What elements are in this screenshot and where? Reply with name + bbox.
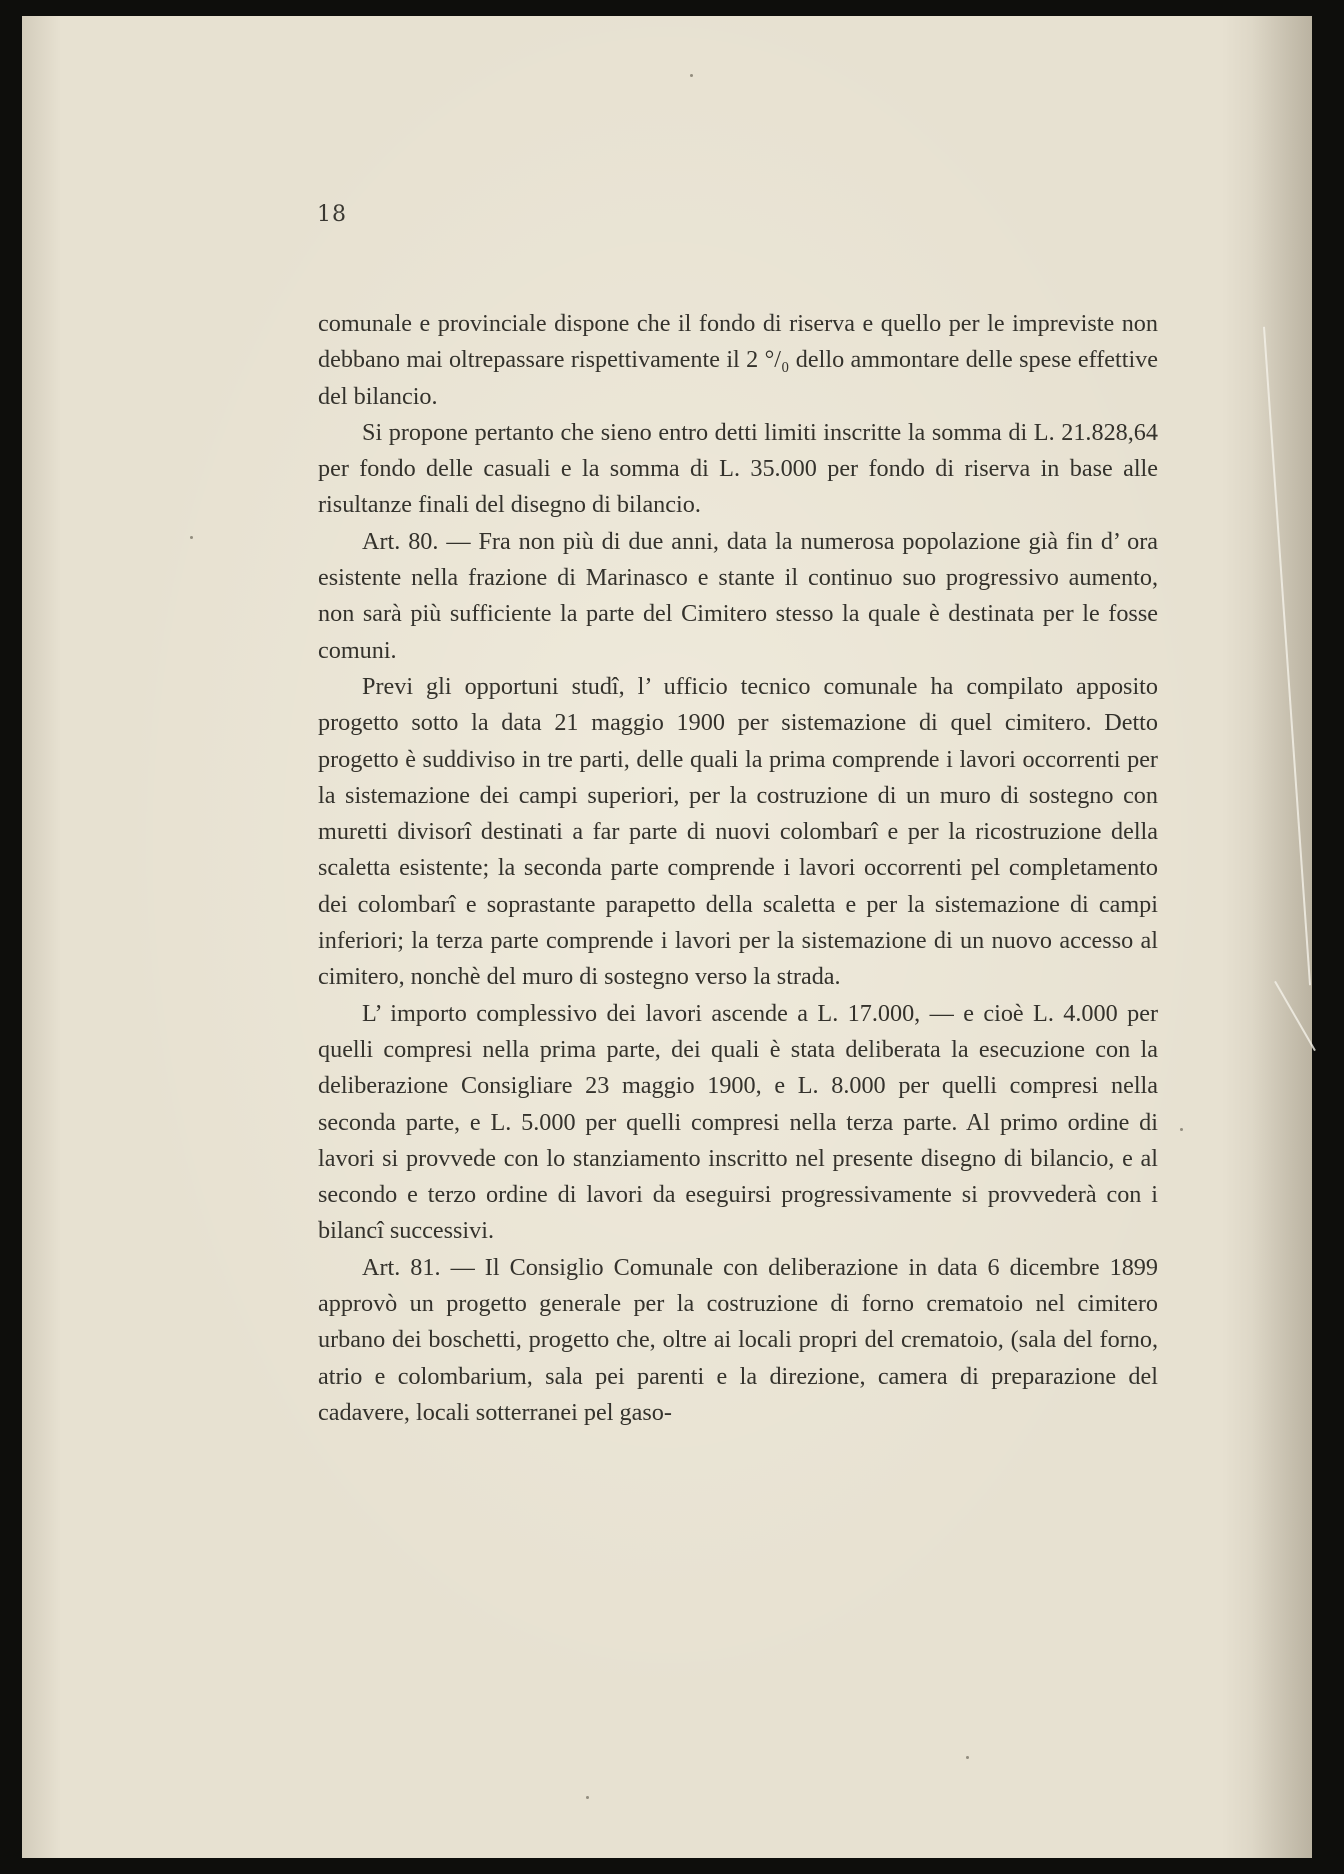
paragraph: Previ gli opportuni studî, l’ ufficio tecnico comunale ha compilato apposito progetto sotto la data 21 maggio 1900 per sistemazione di quel cimitero. Detto progetto è suddiviso in tre parti, delle quali la prima comprende i lavori occorrenti per la sistemazione dei campi superiori, per la costruzione di un muro di sostegno con muretti divisorî destinati a far parte di nuovi colombarî e per la ricostruzione della scaletta esistente; la seconda parte comprende i lavori occorrenti pel completamento dei colombarî e soprastante parapetto della scaletta e per la sistemazione di campi inferiori; la terza parte comprende i lavori per la sistemazione di un nuovo accesso al cimitero, nonchè del muro di sostegno verso la strada. (318, 672, 1158, 991)
paragraph: L’ importo complessivo dei lavori ascende a L. 17.000, — e cioè L. 4.000 per quelli compresi nella prima parte, dei quali è stata deliberata la esecuzione con la deliberazione Consigliare 23 maggio 1900, e L. 8.000 per quelli compresi nella seconda parte, e L. 5.000 per quelli compresi nella terza parte. Al primo ordine di lavori si provvede con lo stanziamento inscritto nel presente disegno di bilancio, e al secondo e terzo ordine di lavori da eseguirsi progressivamente si provvederà con i bilancî successivi. (318, 999, 1158, 1245)
page-number: 18 (317, 202, 347, 227)
paper-speck (1180, 1128, 1183, 1131)
paper-speck (966, 1756, 969, 1759)
paragraph: Art. 81. — Il Consiglio Comunale con deliberazione in data 6 dicembre 1899 approvò un progetto generale per la costruzione di forno crematoio nel cimitero urbano dei boschetti, progetto che, oltre ai locali propri del crematoio, (sala del forno, atrio e colombarium, sala pei parenti e la direzione, camera di preparazione del cadavere, locali sotterranei pel gaso- (318, 1253, 1158, 1426)
paragraph: Art. 80. — Fra non più di due anni, data la numerosa popolazione già fin d’ ora esistente nella frazione di Marinasco e stante il continuo suo progressivo aumento, non sarà più sufficiente la parte del Cimitero stesso la quale è destinata per le fosse comuni. (318, 527, 1158, 664)
paper-speck (190, 536, 193, 539)
paper-speck (690, 74, 693, 77)
page-edge-shadow (1252, 16, 1312, 1858)
body-text (318, 306, 1158, 1431)
paragraph: Si propone pertanto che sieno entro detti limiti inscritte la somma di L. 21.828,64 per fondo delle casuali e la somma di L. 35.000 per fondo di riserva in base alle risultanze finali del disegno di bilancio. (318, 418, 1158, 519)
paper-speck (586, 1796, 589, 1799)
paragraph: comunale e provinciale dispone che il fondo di riserva e quello per le impreviste non debbano mai oltrepassare rispettivamente il 2 °/₀ dello ammontare delle spese effettive del bilancio. (318, 310, 1158, 410)
book-page (22, 16, 1312, 1858)
